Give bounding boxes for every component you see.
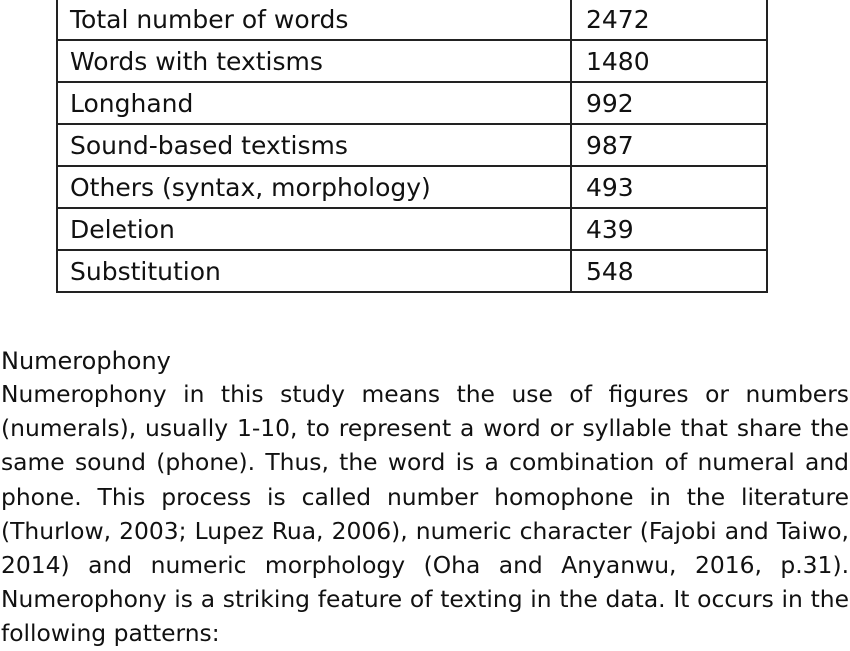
table-row (57, 166, 767, 208)
table-row (57, 208, 767, 250)
row-label: Others (syntax, morphology) (57, 166, 571, 208)
row-value: 1480 (571, 40, 767, 82)
table-row (57, 250, 767, 292)
table-row (57, 124, 767, 166)
row-value: 992 (571, 82, 767, 124)
row-label: Substitution (57, 250, 571, 292)
row-value: 493 (571, 166, 767, 208)
table-row (57, 82, 767, 124)
row-value: 987 (571, 124, 767, 166)
table-row (57, 40, 767, 82)
body-paragraph: Numerophony in this study means the use of figures or numbers (numerals), usually 1-10, to represent a word or syllable that share the same sound (phone). Thus, the word is a combination of numeral and phone. This process is called number homophone in the literature (Thurlow, 2003; Lupez Rua, 2006), numeric character (Fajobi and Taiwo, 2014) and numeric morphology (Oha and Anyanwu, 2016, p.31). Numerophony is a striking feature of texting in the data. It occurs in the following patterns: (1, 380, 849, 648)
row-label: Total number of words (57, 0, 571, 40)
row-label: Words with textisms (57, 40, 571, 82)
table-row (57, 0, 767, 40)
row-label: Longhand (57, 82, 571, 124)
row-label: Sound-based textisms (57, 124, 571, 166)
row-label: Deletion (57, 208, 571, 250)
row-value: 2472 (571, 0, 767, 40)
row-value: 548 (571, 250, 767, 292)
section-heading: Numerophony (1, 347, 171, 375)
textism-statistics-table (56, 0, 768, 293)
row-value: 439 (571, 208, 767, 250)
